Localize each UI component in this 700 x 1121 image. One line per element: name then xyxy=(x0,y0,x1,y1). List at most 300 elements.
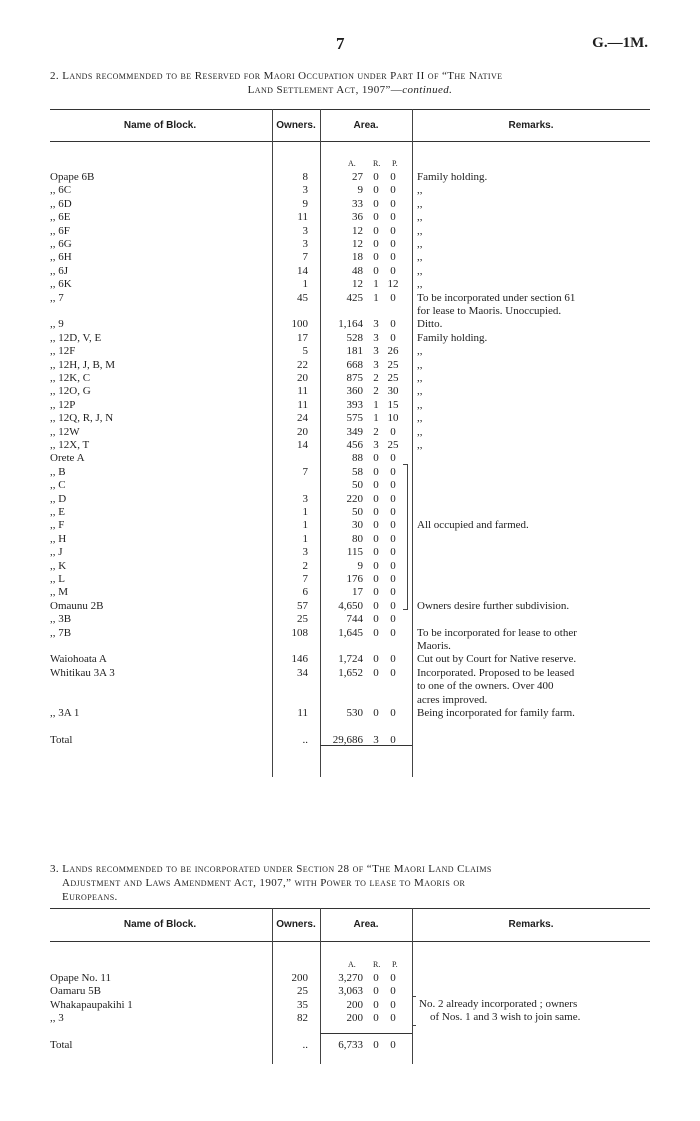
area-acres: 17 xyxy=(352,586,363,599)
area-roods: 0 xyxy=(373,666,379,679)
table-row xyxy=(0,278,700,290)
block-name: ,, L xyxy=(50,573,65,585)
area-acres: 530 xyxy=(346,707,363,719)
area-roods: 3 xyxy=(373,439,379,451)
area-roods: 0 xyxy=(373,519,379,532)
table-row xyxy=(0,546,700,558)
area-acres: 3,063 xyxy=(338,985,363,998)
document-code: G.—1M. xyxy=(592,35,648,51)
remark-text: ,, xyxy=(417,358,423,371)
remark-text: ,, xyxy=(417,398,423,411)
area-roods: 0 xyxy=(373,184,379,197)
area-acres: 12 xyxy=(352,278,363,291)
owners-count: 11 xyxy=(297,211,308,224)
owners-count: 3 xyxy=(302,492,308,505)
area-perches: 26 xyxy=(387,345,399,358)
remark-text: ,, xyxy=(417,264,423,277)
block-name: ,, C xyxy=(50,479,66,492)
owners-count: 25 xyxy=(297,985,308,998)
remark-text: Maoris. xyxy=(417,640,451,652)
area-roods: 0 xyxy=(373,998,379,1011)
table-row xyxy=(0,1026,700,1038)
table3-top-rule xyxy=(50,908,650,909)
area-perches: 0 xyxy=(390,452,396,465)
block-name: ,, 3B xyxy=(50,613,72,626)
block-name: Whitikau 3A 3 xyxy=(50,666,115,679)
area-perches: 0 xyxy=(390,425,396,438)
remark-text: to one of the owners. Over 400 xyxy=(417,680,554,693)
area-acres: 456 xyxy=(346,439,363,451)
area-acres: 875 xyxy=(346,372,363,384)
owners-count: 22 xyxy=(297,358,308,371)
area-roods: 0 xyxy=(373,238,379,250)
area-acres: 1,645 xyxy=(338,626,363,639)
area-acres: 200 xyxy=(346,998,363,1011)
area-roods: 0 xyxy=(373,653,379,666)
area-roods: 0 xyxy=(373,1039,379,1051)
owners-count: 1 xyxy=(302,519,308,532)
owners-count: 20 xyxy=(297,425,308,438)
table2-header-area: Area. xyxy=(353,120,379,131)
remark-text: ,, xyxy=(417,251,423,264)
remark-text: Ditto. xyxy=(417,318,443,331)
area-perches: 0 xyxy=(390,318,396,331)
table-row xyxy=(0,560,700,572)
owners-count: 8 xyxy=(302,171,308,183)
block-name: ,, 12Q, R, J, N xyxy=(50,412,114,425)
table-row xyxy=(0,238,700,250)
area-roods: 0 xyxy=(373,599,379,612)
table-row xyxy=(0,426,700,438)
remark-text: Being incorporated for family farm. xyxy=(417,707,575,719)
remark-text: ,, xyxy=(417,197,423,210)
table-row xyxy=(0,198,700,210)
area-roods: 0 xyxy=(373,452,379,465)
area-roods: 0 xyxy=(373,211,379,224)
area-acres: 36 xyxy=(352,211,363,224)
area-roods: 0 xyxy=(373,479,379,492)
table-row xyxy=(0,1039,700,1051)
area-acres: 6,733 xyxy=(338,1039,363,1051)
table-row xyxy=(0,359,700,371)
area-roods: 1 xyxy=(373,291,379,304)
area-perches: 0 xyxy=(390,479,396,492)
block-name: Total xyxy=(50,733,73,746)
table-row xyxy=(0,720,700,732)
table-row xyxy=(0,573,700,585)
area-roods: 0 xyxy=(373,546,379,559)
block-name: ,, 6H xyxy=(50,251,72,264)
remark-text: Family holding. xyxy=(417,331,488,344)
table-row xyxy=(0,640,700,652)
area-acres: 181 xyxy=(346,345,363,358)
block-name: ,, B xyxy=(50,465,66,478)
table-row xyxy=(0,412,700,424)
section3-title-line3: Europeans. xyxy=(62,891,118,903)
area-acres: 176 xyxy=(346,573,363,585)
section3-title xyxy=(50,862,650,904)
area-acres: 4,650 xyxy=(338,599,363,612)
owners-count: 108 xyxy=(291,626,308,639)
owners-count: 146 xyxy=(291,653,308,666)
owners-count: 14 xyxy=(297,264,308,277)
section3-title-line2: Adjustment and Laws Amendment Act, 1907,” with Power to lease to Maoris or xyxy=(62,877,466,889)
area-perches: 0 xyxy=(390,197,396,210)
remark-text: ,, xyxy=(417,238,423,250)
table3-header-area: Area. xyxy=(353,919,379,930)
remark-text: ,, xyxy=(417,345,423,358)
block-name: ,, K xyxy=(50,559,67,572)
area-perches: 0 xyxy=(390,184,396,197)
block-name: Omaunu 2B xyxy=(50,599,104,612)
block-name: ,, J xyxy=(50,546,63,559)
owners-count: 45 xyxy=(297,291,308,304)
table-row xyxy=(0,999,700,1011)
area-perches: 0 xyxy=(390,465,396,478)
area-acres: 29,686 xyxy=(332,733,363,746)
area-roods: 0 xyxy=(373,613,379,626)
area-perches: 0 xyxy=(390,519,396,532)
owners-count: 5 xyxy=(302,345,308,358)
table2-header-owners: Owners. xyxy=(276,120,316,131)
area-roods: 0 xyxy=(373,1012,379,1025)
table-row xyxy=(0,479,700,491)
table-row xyxy=(0,972,700,984)
area-roods: 2 xyxy=(373,372,379,384)
area-acres: 80 xyxy=(352,532,363,545)
owners-count: 34 xyxy=(297,666,308,679)
section3-title-line1: 3. Lands recommended to be incorporated under Section 28 of “The Maori Land Claims xyxy=(50,863,492,875)
table3-header-name: Name of Block. xyxy=(123,919,197,930)
table3-header-rule xyxy=(50,941,650,942)
owners-count: 1 xyxy=(302,278,308,291)
table-row xyxy=(0,211,700,223)
block-name: ,, 6D xyxy=(50,197,72,210)
area-acres: 575 xyxy=(346,412,363,425)
owners-count: .. xyxy=(302,733,308,746)
area-perches: 0 xyxy=(390,211,396,224)
area-perches: 0 xyxy=(390,972,396,984)
area-roods: 0 xyxy=(373,264,379,277)
area-acres: 349 xyxy=(346,425,363,438)
table-row xyxy=(0,506,700,518)
area-roods: 1 xyxy=(373,412,379,425)
table-row xyxy=(0,452,700,464)
area-acres: 9 xyxy=(357,184,363,197)
area-acres: 220 xyxy=(346,492,363,505)
area-acres: 3,270 xyxy=(338,972,363,984)
table-row xyxy=(0,734,700,746)
area-acres: 360 xyxy=(346,385,363,398)
remark-text: ,, xyxy=(417,278,423,291)
owners-count: 2 xyxy=(302,559,308,572)
section2-title-line2: Land Settlement Act, 1907”— xyxy=(247,84,403,96)
table-row xyxy=(0,372,700,384)
owners-count: 1 xyxy=(302,532,308,545)
remark-text: ,, xyxy=(417,372,423,384)
remark-text: for lease to Maoris. Unoccupied. xyxy=(417,305,562,317)
table3-remark-line1: No. 2 already incorporated ; owners xyxy=(419,998,578,1010)
area-perches: 0 xyxy=(390,1012,396,1025)
area-roods: 0 xyxy=(373,573,379,585)
table-row xyxy=(0,707,700,719)
table-row xyxy=(0,318,700,330)
owners-count: 3 xyxy=(302,546,308,559)
remark-text: ,, xyxy=(417,439,423,451)
area-perches: 0 xyxy=(390,331,396,344)
remark-text: To be incorporated for lease to other xyxy=(417,626,577,639)
area-roods: 0 xyxy=(373,985,379,998)
table-row xyxy=(0,251,700,263)
block-name: ,, 9 xyxy=(50,318,64,331)
area-roods: 0 xyxy=(373,171,379,183)
remark-text: ,, xyxy=(417,224,423,237)
area-perches: 0 xyxy=(390,733,396,746)
table-row xyxy=(0,305,700,317)
area-perches: 0 xyxy=(390,599,396,612)
owners-count: 3 xyxy=(302,238,308,250)
remark-text: Owners desire further subdivision. xyxy=(417,599,570,612)
area-acres: 50 xyxy=(352,479,363,492)
table-row xyxy=(0,667,700,679)
table2-top-rule xyxy=(50,109,650,110)
area-perches: 15 xyxy=(387,398,399,411)
area-roods: 3 xyxy=(373,345,379,358)
table-row xyxy=(0,292,700,304)
remark-text: ,, xyxy=(417,425,423,438)
area-perches: 0 xyxy=(390,532,396,545)
area-roods: 0 xyxy=(373,626,379,639)
owners-count: 14 xyxy=(297,439,308,451)
area-acres: 33 xyxy=(352,197,363,210)
area-perches: 0 xyxy=(390,985,396,998)
table-row xyxy=(0,184,700,196)
table-row xyxy=(0,345,700,357)
block-name: ,, D xyxy=(50,492,67,505)
area-acres: 50 xyxy=(352,506,363,518)
owners-count: 100 xyxy=(291,318,308,331)
area-perches: 0 xyxy=(390,666,396,679)
area-perches: 0 xyxy=(390,506,396,518)
owners-count: 24 xyxy=(297,412,308,425)
table-row xyxy=(0,399,700,411)
owners-count: 7 xyxy=(302,573,308,585)
area-perches: 25 xyxy=(387,439,399,451)
block-name: ,, 6K xyxy=(50,278,72,291)
table-row xyxy=(0,171,700,183)
area-perches: 25 xyxy=(387,358,399,371)
table-row xyxy=(0,519,700,531)
block-name: ,, M xyxy=(50,586,69,599)
area-acres: 88 xyxy=(352,452,363,465)
block-name: Waiohoata A xyxy=(50,653,107,666)
block-name: ,, 12H, J, B, M xyxy=(50,358,116,371)
area-roods: 0 xyxy=(373,197,379,210)
table-row xyxy=(0,225,700,237)
block-name: Oamaru 5B xyxy=(50,985,102,998)
area-acres: 9 xyxy=(357,559,363,572)
table-row xyxy=(0,265,700,277)
area-perches: 10 xyxy=(387,412,399,425)
area-acres: 12 xyxy=(352,238,363,250)
area-perches: 0 xyxy=(390,171,396,183)
area-roods: 2 xyxy=(373,385,379,398)
table-row xyxy=(0,493,700,505)
remark-text: ,, xyxy=(417,412,423,425)
block-name: ,, F xyxy=(50,519,65,532)
table2-unit-acres: A. xyxy=(348,159,356,168)
area-acres: 393 xyxy=(346,398,363,411)
area-roods: 3 xyxy=(373,318,379,331)
area-perches: 0 xyxy=(390,998,396,1011)
owners-count: 57 xyxy=(297,599,308,612)
area-roods: 0 xyxy=(373,559,379,572)
area-roods: 0 xyxy=(373,586,379,599)
table3-header-owners: Owners. xyxy=(276,919,316,930)
block-name: ,, 12D, V, E xyxy=(50,331,102,344)
remark-text: Incorporated. Proposed to be leased xyxy=(417,666,575,679)
remark-text: Family holding. xyxy=(417,171,488,183)
table2-total-rule xyxy=(320,745,412,746)
owners-count: .. xyxy=(302,1039,308,1051)
remark-text: ,, xyxy=(417,184,423,197)
area-perches: 12 xyxy=(387,278,399,291)
section2-title xyxy=(50,69,650,97)
area-roods: 3 xyxy=(373,733,379,746)
block-name: ,, 6E xyxy=(50,211,71,224)
orete-remark-brace xyxy=(403,464,408,610)
area-perches: 25 xyxy=(387,372,399,384)
area-acres: 1,724 xyxy=(338,653,363,666)
owners-count: 6 xyxy=(302,586,308,599)
table3-remark-brace xyxy=(412,996,416,1026)
owners-count: 17 xyxy=(297,331,308,344)
block-name: ,, E xyxy=(50,506,65,518)
owners-count: 3 xyxy=(302,184,308,197)
block-name: Opape 6B xyxy=(50,171,95,183)
owners-count: 25 xyxy=(297,613,308,626)
area-acres: 30 xyxy=(352,519,363,532)
area-perches: 0 xyxy=(390,586,396,599)
table-row xyxy=(0,586,700,598)
area-acres: 744 xyxy=(346,613,363,626)
table3-total-rule xyxy=(320,1033,412,1034)
table3-unit-perches: P. xyxy=(392,960,398,969)
area-roods: 2 xyxy=(373,425,379,438)
area-roods: 3 xyxy=(373,358,379,371)
area-roods: 1 xyxy=(373,278,379,291)
area-acres: 1,652 xyxy=(338,666,363,679)
table-row xyxy=(0,653,700,665)
owners-count: 7 xyxy=(302,251,308,264)
block-name: ,, 3 xyxy=(50,1012,64,1025)
table2-unit-roods: R. xyxy=(373,159,381,168)
area-roods: 0 xyxy=(373,492,379,505)
area-roods: 0 xyxy=(373,707,379,719)
section2-title-line2-wrap xyxy=(50,83,650,97)
area-perches: 0 xyxy=(390,224,396,237)
block-name: ,, H xyxy=(50,532,67,545)
table2-header-rule xyxy=(50,141,650,142)
table-row xyxy=(0,627,700,639)
area-acres: 27 xyxy=(352,171,363,183)
area-perches: 30 xyxy=(387,385,399,398)
table3-remark-line2: of Nos. 1 and 3 wish to join same. xyxy=(430,1011,581,1023)
owners-count: 1 xyxy=(302,506,308,518)
block-name: Whakapaupakihi 1 xyxy=(50,998,133,1011)
table3-header-remarks: Remarks. xyxy=(508,919,554,930)
area-perches: 0 xyxy=(390,626,396,639)
block-name: ,, 7 xyxy=(50,291,64,304)
area-perches: 0 xyxy=(390,707,396,719)
area-acres: 528 xyxy=(346,331,363,344)
area-roods: 3 xyxy=(373,331,379,344)
block-name: ,, 6F xyxy=(50,224,70,237)
owners-count: 200 xyxy=(291,972,308,984)
block-name: ,, 12K, C xyxy=(50,372,91,384)
section2-title-line1: 2. Lands recommended to be Reserved for Maori Occupation under Part II of “The Native xyxy=(50,70,503,82)
area-perches: 0 xyxy=(390,492,396,505)
table-row xyxy=(0,694,700,706)
area-perches: 0 xyxy=(390,573,396,585)
section2-title-continued: continued. xyxy=(402,84,453,96)
page-number: 7 xyxy=(336,34,345,53)
area-roods: 0 xyxy=(373,465,379,478)
block-name: Opape No. 11 xyxy=(50,972,111,984)
area-acres: 425 xyxy=(346,291,363,304)
block-name: ,, 7B xyxy=(50,626,72,639)
block-name: ,, 3A 1 xyxy=(50,707,80,719)
owners-count: 11 xyxy=(297,398,308,411)
area-perches: 0 xyxy=(390,291,396,304)
area-perches: 0 xyxy=(390,653,396,666)
area-acres: 668 xyxy=(346,358,363,371)
area-acres: 18 xyxy=(352,251,363,264)
area-acres: 58 xyxy=(352,465,363,478)
area-acres: 1,164 xyxy=(338,318,363,331)
block-name: ,, 12W xyxy=(50,425,80,438)
remark-text: To be incorporated under section 61 xyxy=(417,291,576,304)
area-perches: 0 xyxy=(390,238,396,250)
table3-unit-acres: A. xyxy=(348,960,356,969)
block-name: ,, 12O, G xyxy=(50,385,91,398)
block-name: ,, 6J xyxy=(50,264,69,277)
table-row xyxy=(0,680,700,692)
owners-count: 11 xyxy=(297,707,308,719)
area-roods: 1 xyxy=(373,398,379,411)
table-row xyxy=(0,600,700,612)
area-acres: 12 xyxy=(352,224,363,237)
remark-text: Cut out by Court for Native reserve. xyxy=(417,653,577,666)
table-row xyxy=(0,1012,700,1024)
area-perches: 0 xyxy=(390,264,396,277)
owners-count: 9 xyxy=(302,197,308,210)
table-row xyxy=(0,466,700,478)
block-name: ,, 6G xyxy=(50,238,72,250)
table2-header-name: Name of Block. xyxy=(123,120,197,131)
table-row xyxy=(0,439,700,451)
table-row xyxy=(0,385,700,397)
area-roods: 0 xyxy=(373,224,379,237)
area-acres: 115 xyxy=(346,546,363,559)
table-row xyxy=(0,533,700,545)
remark-text: ,, xyxy=(417,385,423,398)
area-perches: 0 xyxy=(390,559,396,572)
block-name: Total xyxy=(50,1039,73,1051)
block-name: Orete A xyxy=(50,452,85,465)
area-perches: 0 xyxy=(390,251,396,264)
block-name: ,, 12P xyxy=(50,398,76,411)
